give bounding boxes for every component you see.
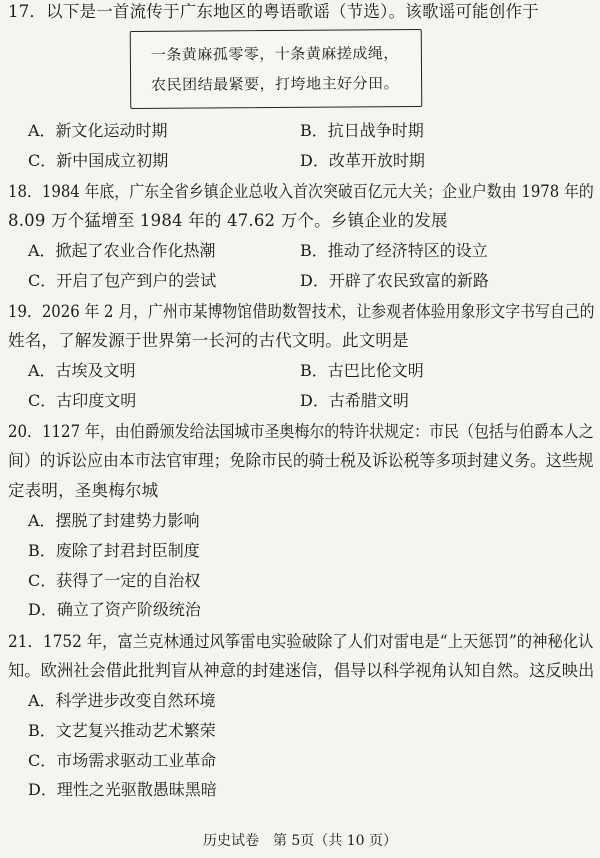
- q20-option-c: C．获得了一定的自治权: [28, 571, 201, 590]
- q17-options-row-2: [0, 151, 600, 171]
- q19-options-row-1: [0, 361, 600, 381]
- q19-option-c: C．古印度文明: [28, 391, 137, 410]
- q21-option-d: D．理性之光驱散愚昧黑暗: [28, 780, 217, 799]
- q18-option-b: B．推动了经济特区的设立: [300, 241, 488, 260]
- q20-option-d: D．确立了资产阶级统治: [28, 600, 201, 619]
- q20-stem-line-1: 20．1127 年，由伯爵颁发给法国城市圣奥梅尔的特许状规定：市民（包括与伯爵本人之: [8, 422, 594, 441]
- q18-option-c: C．开启了包产到户的尝试: [28, 271, 217, 290]
- q19-options-row-2: [0, 391, 600, 411]
- q20-stem-line-2: 间）的诉讼应由本市法官审理；免除市民的骑士税及诉讼税等多项封建义务。这些规: [8, 451, 594, 470]
- q17-poem-line-2: 农民团结最紧要，打垮地主好分田。: [151, 74, 400, 94]
- q17-poem-box: [130, 29, 423, 109]
- q21-option-a: A．科学进步改变自然环境: [28, 691, 216, 710]
- page-footer: 历史试卷 第 5页（共 10 页）: [202, 833, 398, 849]
- q17-options-row-1: [0, 121, 600, 141]
- q18-option-d: D．开辟了农民致富的新路: [300, 271, 489, 290]
- q19-option-d: D．古希腊文明: [300, 391, 409, 410]
- q17-option-d: D．改革开放时期: [300, 151, 425, 170]
- q20-option-b: B．废除了封君封臣制度: [28, 541, 200, 560]
- q17-option-c: C．新中国成立初期: [28, 151, 169, 170]
- q19-stem-line-2: 姓名，了解发源于世界第一长河的古代文明。此文明是: [8, 331, 409, 350]
- q19-option-a: A．古埃及文明: [28, 361, 136, 380]
- q21-stem-line-1: 21．1752 年，富兰克林通过风筝雷电实验破除了人们对雷电是“上天惩罚”的神秘化认: [8, 632, 594, 651]
- q20-option-a: A．摆脱了封建势力影响: [28, 511, 200, 530]
- q17-option-a: A．新文化运动时期: [28, 121, 168, 140]
- q21-stem-line-2: 知。欧洲社会借此批判盲从神意的封建迷信，倡导以科学视角认知自然。这反映出: [8, 661, 595, 680]
- q20-stem-line-3: 定表明，圣奥梅尔城: [8, 481, 159, 500]
- q21-option-b: B．文艺复兴推动艺术繁荣: [28, 721, 216, 740]
- q18-stem-line-2: 8.09 万个猛增至 1984 年的 47.62 万个。乡镇企业的发展: [8, 211, 448, 230]
- q19-stem-line-1: 19．2026 年 2 月，广州市某博物馆借助数智技术，让参观者体验用象形文字书写自己的: [8, 302, 595, 321]
- q18-options-row-2: [0, 271, 600, 291]
- q17-poem-line-1: 一条黄麻孤零零，十条黄麻搓成绳，: [150, 44, 399, 64]
- q19-option-b: B．古巴比伦文明: [300, 361, 424, 380]
- q21-option-c: C．市场需求驱动工业革命: [28, 751, 217, 770]
- q18-option-a: A．掀起了农业合作化热潮: [28, 241, 216, 260]
- q17-stem: 17．以下是一首流传于广东地区的粤语歌谣（节选）。该歌谣可能创作于: [8, 2, 539, 21]
- q18-stem-line-1: 18．1984 年底，广东全省乡镇企业总收入首次突破百亿元大关；企业户数由 1978 年的: [8, 182, 594, 201]
- q17-option-b: B．抗日战争时期: [300, 121, 424, 140]
- q18-options-row-1: [0, 241, 600, 261]
